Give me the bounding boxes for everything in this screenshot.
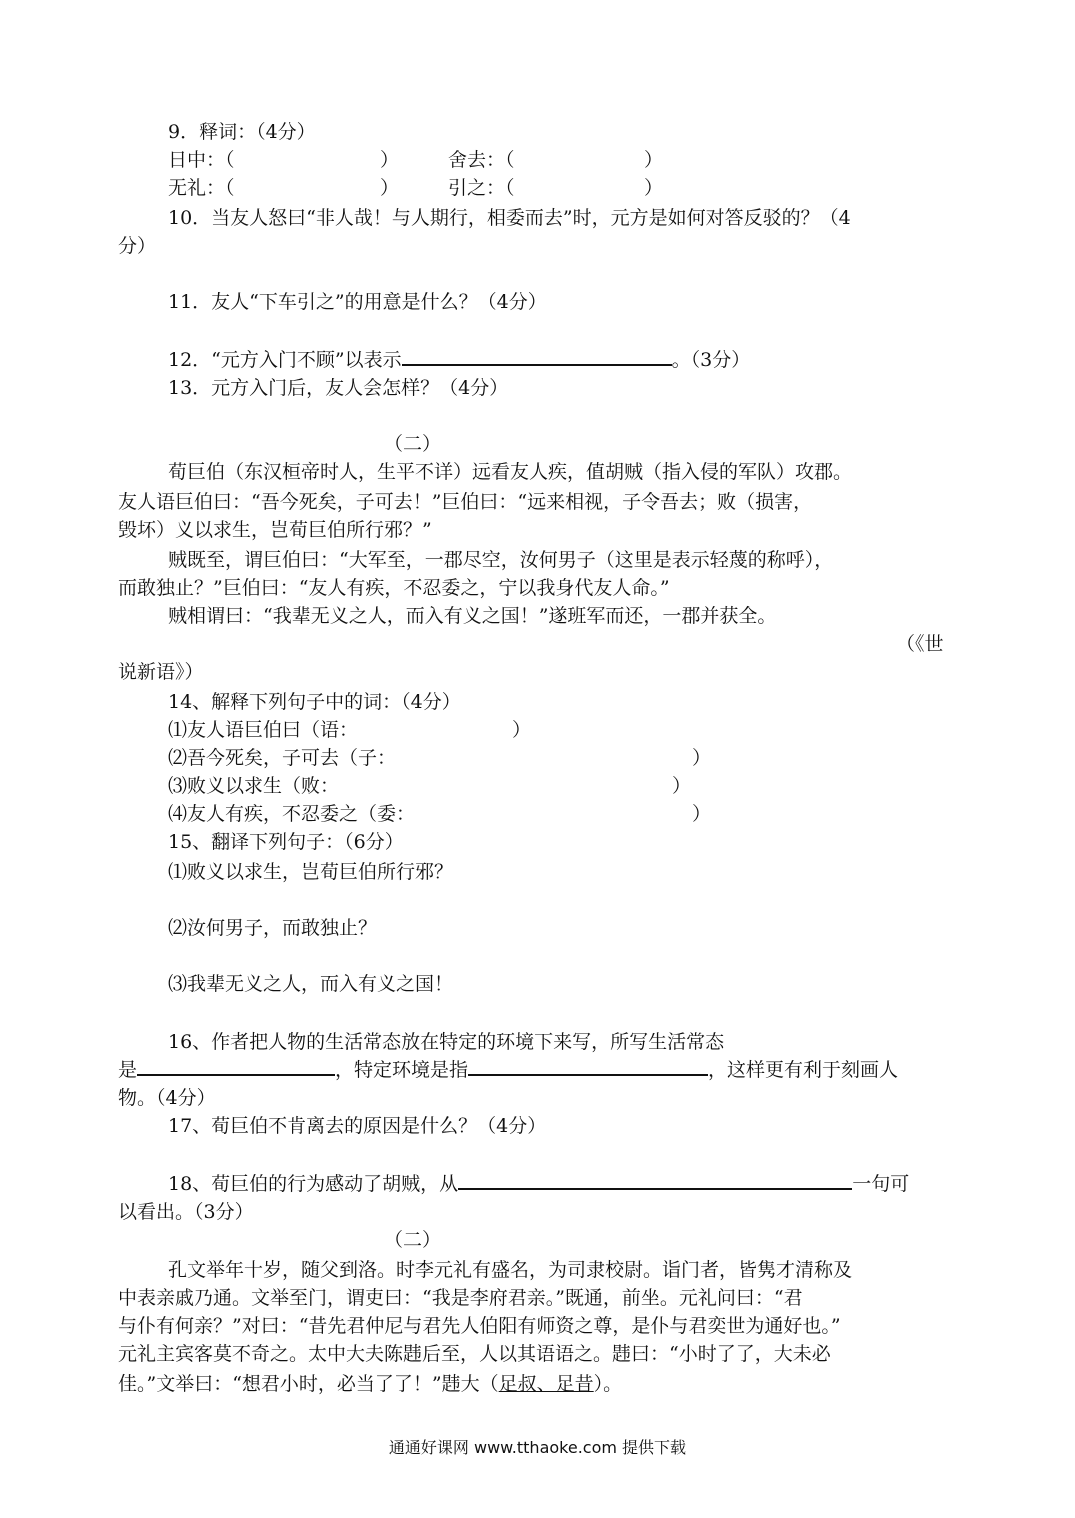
q11-question: 11．友人“下车引之”的用意是什么？（4分）	[168, 291, 547, 313]
q12-prefix: 12．“元方入门不顾”以表示	[168, 349, 402, 371]
passage2-p1-line1: 荀巨伯（东汉桓帝时人，生平不详）远看友人疾，值胡贼（指入侵的军队）攻郡。	[168, 461, 853, 483]
q9-row1-left: 日中：（	[168, 149, 235, 171]
q9-title: 9．释词：（4分）	[168, 121, 316, 143]
passage2-source-line2: 说新语》）	[118, 661, 204, 683]
passage3-underlined-word: 足叔、足昔	[498, 1373, 594, 1395]
q16-text-a: 是	[118, 1059, 138, 1081]
q16-line3: 物。（4分）	[118, 1087, 216, 1109]
q14-item3: ⑶败义以求生（败：	[168, 775, 340, 797]
passage3-line5-a: 佳。”文举曰：“想君小时，必当了了！”韪大（	[118, 1373, 499, 1395]
q15-sentence2: ⑵汝何男子，而敢独止？	[168, 917, 378, 939]
q9-row2-end: ）	[644, 177, 664, 199]
passage2-p2-line1: 贼既至，谓巨伯曰：“大军至，一郡尽空，汝何男子（这里是表示轻蔑的称呼），	[168, 549, 834, 571]
passage3-line4: 元礼主宾客莫不奇之。太中大夫陈韪后至，人以其语语之。韪曰：“小时了了，大未必	[118, 1343, 831, 1365]
q9-row1-end: ）	[644, 149, 664, 171]
q16-blank1[interactable]	[137, 1056, 335, 1076]
passage2-source-line1: （《世	[896, 633, 944, 655]
q9-row2-left: 无礼：（	[168, 177, 235, 199]
section3-heading: （二）	[384, 1229, 442, 1251]
q9-row1-mid: ）	[380, 149, 400, 171]
passage3-line2: 中表亲戚乃通。文举至门，谓吏曰：“我是李府君亲。”既通，前坐。元礼问曰：“君	[118, 1287, 803, 1309]
q14-title: 14、解释下列句子中的词：（4分）	[168, 691, 461, 713]
q9-row1-right: 舍去：（	[448, 149, 515, 171]
passage2-p3-line1: 贼相谓曰：“我辈无义之人，而入有义之国！”遂班军而还，一郡并获全。	[168, 605, 777, 627]
q16-text-b: ，特定环境是指	[335, 1059, 469, 1081]
q9-row2-right: 引之：（	[448, 177, 515, 199]
passage3-line5-b: ）。	[593, 1373, 623, 1395]
q13-question: 13．元方入门后，友人会怎样？（4分）	[168, 377, 509, 399]
q12-answer-blank[interactable]	[402, 346, 672, 366]
q16-line1: 16、作者把人物的生活常态放在特定的环境下来写，所写生活常态	[168, 1031, 725, 1053]
q10-line1: 10．当友人怒曰“非人哉！与人期行，相委而去”时，元方是如何对答反驳的？（4	[168, 207, 851, 229]
passage2-p1-line3: 毁坏）义以求生，岂荀巨伯所行邪？”	[118, 519, 432, 541]
q15-title: 15、翻译下列句子：（6分）	[168, 831, 404, 853]
q16-line2	[118, 1056, 898, 1084]
q18-prefix: 18、荀巨伯的行为感动了胡贼，从	[168, 1173, 459, 1195]
q14-item2: ⑵吾今死矣，子可去（子：	[168, 747, 397, 769]
q15-sentence1: ⑴败义以求生，岂荀巨伯所行邪？	[168, 861, 454, 883]
page-footer: 通通好课网 www.tthaoke.com 提供下载	[388, 1438, 687, 1457]
q14-item1: ⑴友人语巨伯曰（语：	[168, 719, 359, 741]
passage2-p1-line2: 友人语巨伯曰：“吾今死矣，子可去！”巨伯曰：“远来相视，子令吾去；败（损害，	[118, 491, 813, 513]
q17-question: 17、荀巨伯不肯离去的原因是什么？（4分）	[168, 1115, 547, 1137]
q18-blank[interactable]	[458, 1170, 852, 1190]
passage3-line5	[118, 1370, 622, 1398]
q14-item2-end: ）	[692, 747, 712, 769]
q12-question	[168, 346, 750, 374]
q10-line2: 分）	[118, 235, 157, 257]
q14-item4: ⑷友人有疾，不忍委之（委：	[168, 803, 416, 825]
q16-text-c: ，这样更有利于刻画人	[708, 1059, 899, 1081]
section2-heading: （二）	[384, 433, 442, 455]
q18-suffix: 一句可	[852, 1173, 910, 1195]
q18-line1	[168, 1170, 909, 1198]
q14-item3-end: ）	[672, 775, 692, 797]
q14-item4-end: ）	[692, 803, 712, 825]
q9-row2-mid: ）	[380, 177, 400, 199]
q18-line2: 以看出。（3分）	[118, 1201, 254, 1223]
q16-blank2[interactable]	[468, 1056, 708, 1076]
passage3-line3: 与仆有何亲？”对曰：“昔先君仲尼与君先人伯阳有师资之尊，是仆与君奕世为通好也。”	[118, 1315, 841, 1337]
passage3-line1: 孔文举年十岁，随父到洛。时李元礼有盛名，为司隶校尉。诣门者，皆隽才清称及	[168, 1259, 853, 1281]
q12-suffix: 。（3分）	[671, 349, 751, 371]
q15-sentence3: ⑶我辈无义之人，而入有义之国！	[168, 973, 454, 995]
passage2-p2-line2: 而敢独止？”巨伯曰：“友人有疾，不忍委之，宁以我身代友人命。”	[118, 577, 670, 599]
q14-item1-end: ）	[512, 719, 532, 741]
